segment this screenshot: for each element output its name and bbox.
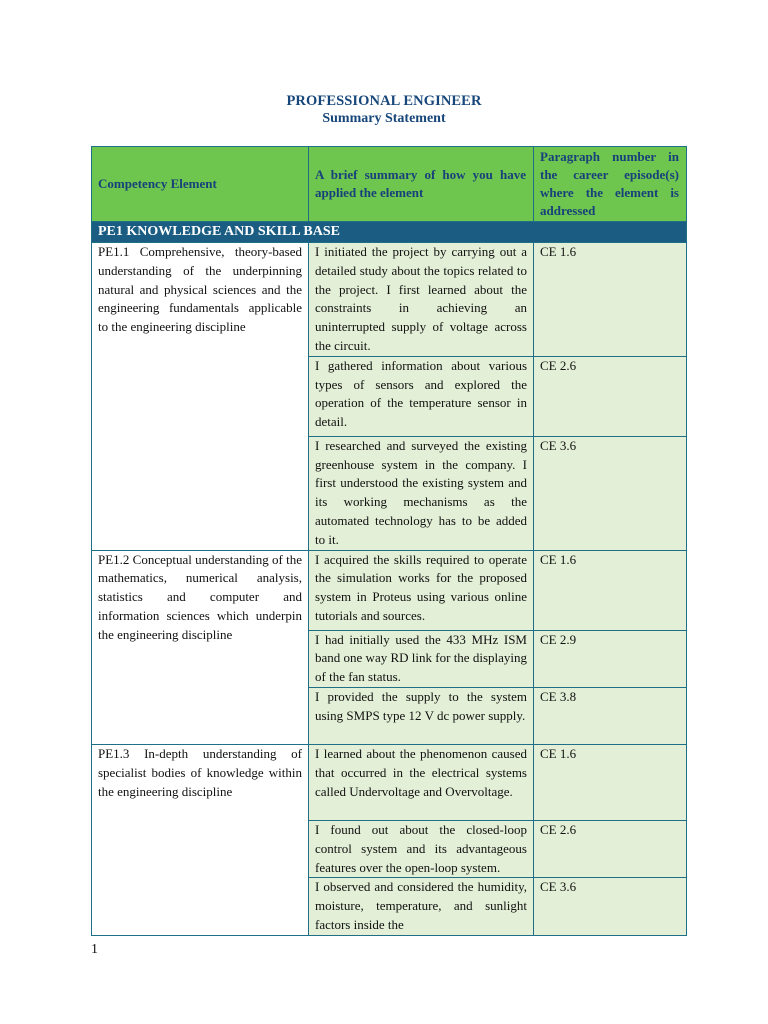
table-header-row: [92, 147, 687, 222]
summary-cell: I gathered information about various types of sensors and explored the operation of the temperature sensor in detail.: [309, 356, 534, 436]
summary-statement-table: [91, 146, 687, 936]
summary-cell: I learned about the phenomenon caused that occurred in the electrical systems called Undervoltage and Overvoltage.: [309, 744, 534, 820]
paragraph-cell: CE 2.9: [534, 630, 687, 687]
paragraph-cell: CE 2.6: [534, 820, 687, 877]
page-number: 1: [91, 942, 98, 957]
document-header: [0, 92, 768, 128]
paragraph-cell: CE 3.6: [534, 878, 687, 935]
paragraph-cell: CE 1.6: [534, 243, 687, 357]
section-row: [92, 222, 687, 243]
summary-cell: I acquired the skills required to operate the simulation works for the proposed system in Proteus using various online tutorials and sources.: [309, 550, 534, 630]
paragraph-cell: CE 2.6: [534, 356, 687, 436]
column-header-competency: Competency Element: [92, 147, 309, 222]
table-row: [92, 550, 687, 630]
competency-element-pe1-3: PE1.3 In-depth understanding of specialist bodies of knowledge within the engineering discipline: [92, 744, 309, 935]
competency-element-pe1-2: PE1.2 Conceptual understanding of the mathematics, numerical analysis, statistics and computer and information sciences which underpin the engineering discipline: [92, 550, 309, 744]
table-row: [92, 744, 687, 820]
summary-cell: I initiated the project by carrying out a detailed study about the topics related to the project. I first learned about the constraints in achieving an uninterrupted supply of voltage across the circuit.: [309, 243, 534, 357]
column-header-summary: A brief summary of how you have applied the element: [309, 147, 534, 222]
summary-cell: I observed and considered the humidity, moisture, temperature, and sunlight factors inside the: [309, 878, 534, 935]
summary-cell: I provided the supply to the system using SMPS type 12 V dc power supply.: [309, 687, 534, 744]
section-title: PE1 KNOWLEDGE AND SKILL BASE: [92, 222, 687, 243]
summary-cell: I had initially used the 433 MHz ISM band one way RD link for the displaying of the fan status.: [309, 630, 534, 687]
paragraph-cell: CE 1.6: [534, 744, 687, 820]
paragraph-cell: CE 1.6: [534, 550, 687, 630]
document-title: PROFESSIONAL ENGINEER: [286, 93, 482, 109]
table-row: [92, 243, 687, 357]
paragraph-cell: CE 3.8: [534, 687, 687, 744]
paragraph-cell: CE 3.6: [534, 436, 687, 550]
document-subtitle: Summary Statement: [322, 111, 446, 126]
competency-element-pe1-1: PE1.1 Comprehensive, theory-based understanding of the underpinning natural and physical sciences and the engineering fundamentals applicable to the engineering discipline: [92, 243, 309, 551]
summary-cell: I found out about the closed-loop control system and its advantageous features over the open-loop system.: [309, 820, 534, 877]
column-header-paragraph: Paragraph number in the career episode(s) where the element is addressed: [534, 147, 687, 222]
summary-cell: I researched and surveyed the existing greenhouse system in the company. I first understood the existing system and its working mechanisms as the automated technology has to be added to it.: [309, 436, 534, 550]
